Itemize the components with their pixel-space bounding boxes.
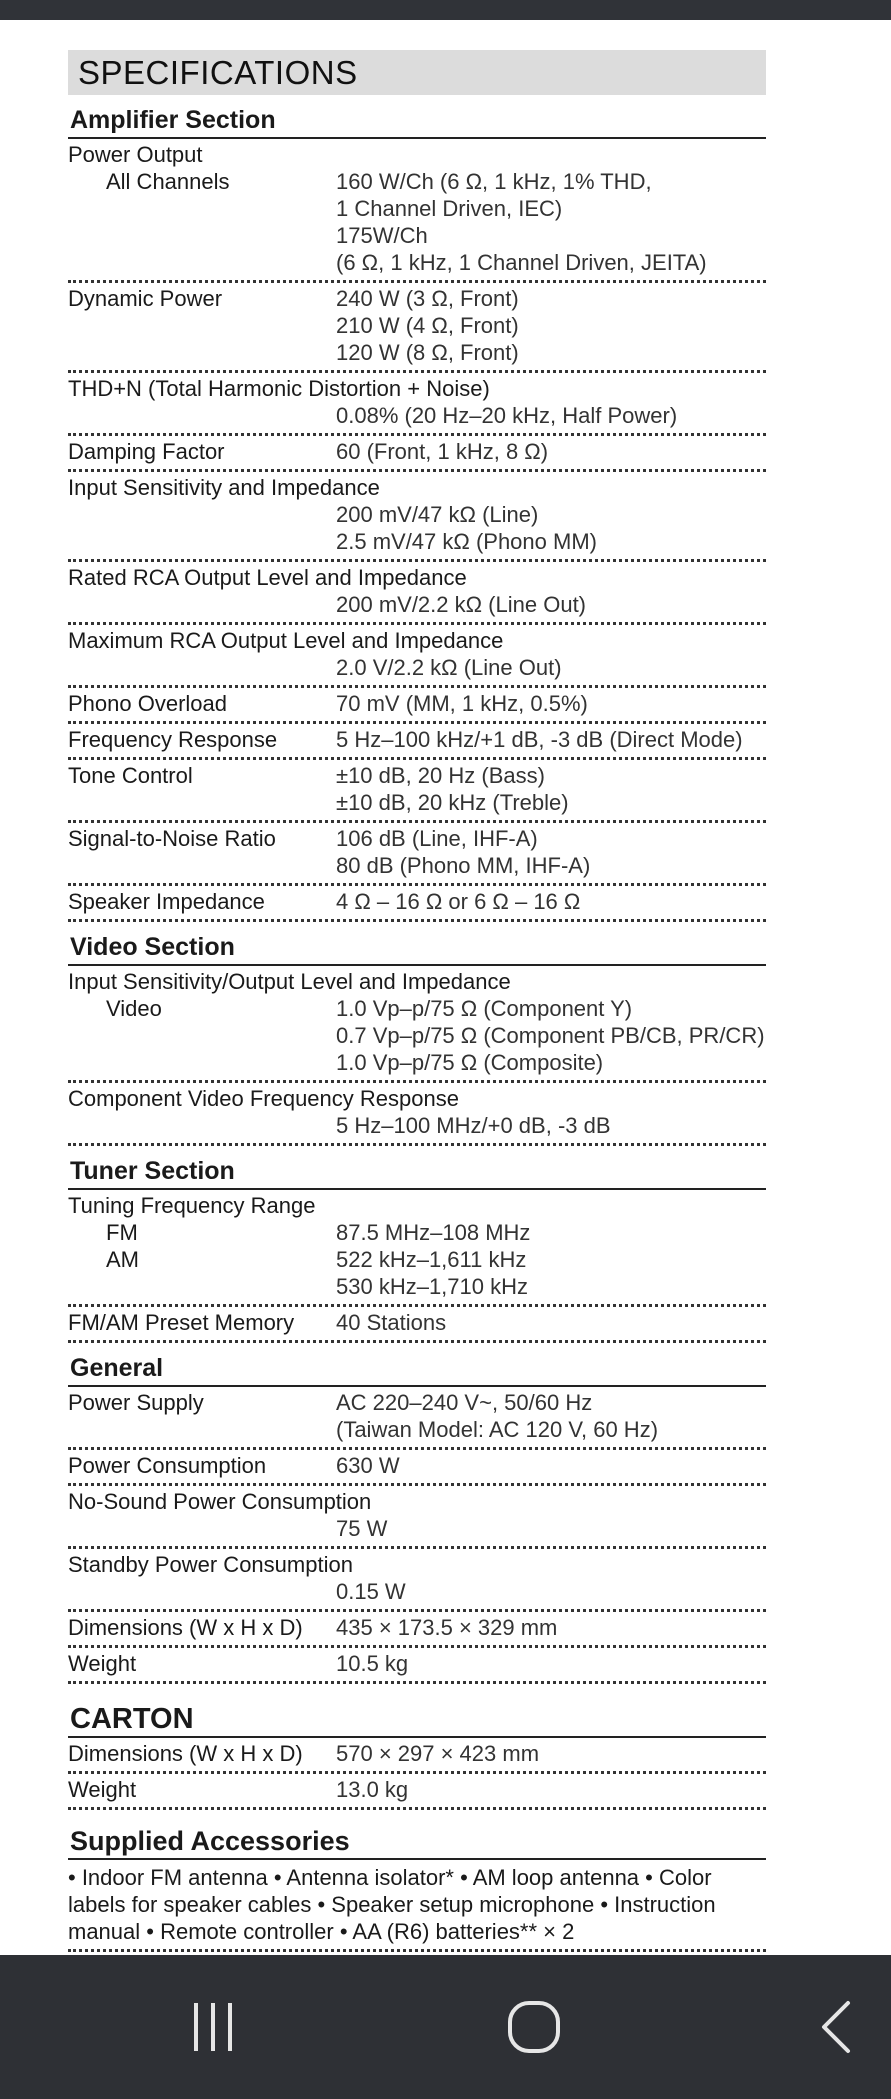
spec-label: Frequency Response <box>68 727 278 752</box>
accessories-line: • Indoor FM antenna • Antenna isolator* • AM loop antenna • Color <box>68 1865 712 1890</box>
spec-value: 1.0 Vp–p/75 Ω (Component Y) <box>336 996 633 1021</box>
spec-label: Input Sensitivity and Impedance <box>68 475 380 500</box>
spec-row-no-sound <box>68 1486 766 1549</box>
spec-value: 75 W <box>336 1516 388 1541</box>
spec-label: Dimensions (W x H x D) <box>68 1615 303 1640</box>
spec-label: Tone Control <box>68 763 193 788</box>
spec-value: 240 W (3 Ω, Front) <box>336 286 519 311</box>
spec-label: Speaker Impedance <box>68 889 265 914</box>
video-section-heading: Video Section <box>68 930 766 966</box>
spec-row-tone-control <box>68 760 766 823</box>
spec-value: 0.7 Vp–p/75 Ω (Component PB/CB, PR/CR) <box>336 1023 765 1048</box>
spec-label: Maximum RCA Output Level and Impedance <box>68 628 504 653</box>
recent-apps-icon <box>188 2001 238 2053</box>
spec-row-weight <box>68 1648 766 1684</box>
spec-value: 70 mV (MM, 1 kHz, 0.5%) <box>336 691 588 716</box>
spec-row-thd <box>68 373 766 436</box>
spec-sublabel: AM <box>106 1247 139 1272</box>
spec-label: Damping Factor <box>68 439 225 464</box>
spec-value: 530 kHz–1,710 kHz <box>336 1274 528 1299</box>
spec-value: ±10 dB, 20 Hz (Bass) <box>336 763 545 788</box>
spec-row-input-sensitivity <box>68 472 766 562</box>
accessories-section-heading: Supplied Accessories <box>68 1824 766 1860</box>
carton-section-heading: CARTON <box>68 1702 766 1738</box>
spec-sublabel: FM <box>106 1220 138 1245</box>
spec-label: Signal-to-Noise Ratio <box>68 826 276 851</box>
spec-value: (Taiwan Model: AC 120 V, 60 Hz) <box>336 1417 659 1442</box>
spec-value: 200 mV/2.2 kΩ (Line Out) <box>336 592 587 617</box>
spec-label: FM/AM Preset Memory <box>68 1310 295 1335</box>
spec-value: 2.0 V/2.2 kΩ (Line Out) <box>336 655 562 680</box>
home-icon <box>507 2000 561 2054</box>
spec-label: Power Output <box>68 142 203 167</box>
tuner-section-heading: Tuner Section <box>68 1154 766 1190</box>
amplifier-section-heading: Amplifier Section <box>68 103 766 139</box>
spec-value: 106 dB (Line, IHF-A) <box>336 826 538 851</box>
spec-row-phono-overload <box>68 688 766 724</box>
spec-value: 80 dB (Phono MM, IHF-A) <box>336 853 591 878</box>
spec-row-snr <box>68 823 766 886</box>
spec-row-tuning-range <box>68 1190 766 1307</box>
spec-row-component-freq <box>68 1083 766 1146</box>
status-bar <box>0 0 891 20</box>
spec-row-preset-memory <box>68 1307 766 1343</box>
spec-row-damping <box>68 436 766 472</box>
spec-label: No-Sound Power Consumption <box>68 1489 372 1514</box>
spec-label: Weight <box>68 1777 137 1802</box>
spec-value: 87.5 MHz–108 MHz <box>336 1220 531 1245</box>
spec-value: 1.0 Vp–p/75 Ω (Composite) <box>336 1050 604 1075</box>
recent-apps-button[interactable] <box>153 1955 273 2099</box>
spec-row-speaker-impedance <box>68 886 766 922</box>
spec-page <box>68 50 766 2006</box>
accessories-list <box>68 1860 766 1952</box>
accessories-line: labels for speaker cables • Speaker setup microphone • Instruction <box>68 1892 716 1917</box>
spec-row-dimensions <box>68 1612 766 1648</box>
spec-value: 522 kHz–1,611 kHz <box>336 1247 527 1272</box>
spec-sublabel: All Channels <box>106 169 230 194</box>
spec-row-video-input <box>68 966 766 1083</box>
spec-label: Dimensions (W x H x D) <box>68 1741 303 1766</box>
spec-value: 40 Stations <box>336 1310 447 1335</box>
spec-value: 210 W (4 Ω, Front) <box>336 313 519 338</box>
general-section-heading: General <box>68 1351 766 1387</box>
spec-value: 2.5 mV/47 kΩ (Phono MM) <box>336 529 597 554</box>
spec-row-power-supply <box>68 1387 766 1450</box>
spec-value: 160 W/Ch (6 Ω, 1 kHz, 1% THD, <box>336 169 652 194</box>
spec-value: 5 Hz–100 MHz/+0 dB, -3 dB <box>336 1113 611 1138</box>
spec-value: 570 × 297 × 423 mm <box>336 1741 540 1766</box>
spec-row-carton-weight <box>68 1774 766 1810</box>
back-button[interactable] <box>776 1955 891 2099</box>
spec-label: Component Video Frequency Response <box>68 1086 459 1111</box>
home-button[interactable] <box>474 1955 594 2099</box>
spec-row-power-output <box>68 139 766 283</box>
spec-label: Power Consumption <box>68 1453 267 1478</box>
spec-row-frequency-response <box>68 724 766 760</box>
spec-value: 630 W <box>336 1453 400 1478</box>
spec-label: THD+N (Total Harmonic Distortion + Noise) <box>68 376 490 401</box>
spec-value: 4 Ω – 16 Ω or 6 Ω – 16 Ω <box>336 889 581 914</box>
spec-value: 175W/Ch <box>336 223 428 248</box>
spec-row-carton-dimensions <box>68 1738 766 1774</box>
spec-row-dynamic-power <box>68 283 766 373</box>
spec-label: Standby Power Consumption <box>68 1552 353 1577</box>
spec-value: 13.0 kg <box>336 1777 409 1802</box>
navigation-bar <box>0 1955 891 2099</box>
spec-row-standby <box>68 1549 766 1612</box>
spec-row-max-rca <box>68 625 766 688</box>
spec-row-rated-rca <box>68 562 766 625</box>
page-title: SPECIFICATIONS <box>68 50 766 95</box>
spec-label: Input Sensitivity/Output Level and Impedance <box>68 969 511 994</box>
spec-value: 200 mV/47 kΩ (Line) <box>336 502 539 527</box>
spec-value: 10.5 kg <box>336 1651 409 1676</box>
spec-value: 120 W (8 Ω, Front) <box>336 340 519 365</box>
spec-sublabel: Video <box>106 996 162 1021</box>
spec-value: 0.15 W <box>336 1579 406 1604</box>
spec-value: 1 Channel Driven, IEC) <box>336 196 563 221</box>
spec-row-power-consumption <box>68 1450 766 1486</box>
spec-value: 435 × 173.5 × 329 mm <box>336 1615 558 1640</box>
spec-label: Tuning Frequency Range <box>68 1193 316 1218</box>
spec-value: 60 (Front, 1 kHz, 8 Ω) <box>336 439 549 464</box>
back-icon <box>818 1999 854 2055</box>
spec-value: 5 Hz–100 kHz/+1 dB, -3 dB (Direct Mode) <box>336 727 743 752</box>
spec-label: Weight <box>68 1651 137 1676</box>
spec-value: AC 220–240 V~, 50/60 Hz <box>336 1390 593 1415</box>
accessories-line: manual • Remote controller • AA (R6) batteries** × 2 <box>68 1919 575 1944</box>
spec-label: Rated RCA Output Level and Impedance <box>68 565 467 590</box>
spec-value: ±10 dB, 20 kHz (Treble) <box>336 790 569 815</box>
spec-label: Power Supply <box>68 1390 204 1415</box>
spec-label: Dynamic Power <box>68 286 223 311</box>
spec-value: 0.08% (20 Hz–20 kHz, Half Power) <box>336 403 678 428</box>
spec-label: Phono Overload <box>68 691 227 716</box>
spec-value: (6 Ω, 1 kHz, 1 Channel Driven, JEITA) <box>336 250 707 275</box>
